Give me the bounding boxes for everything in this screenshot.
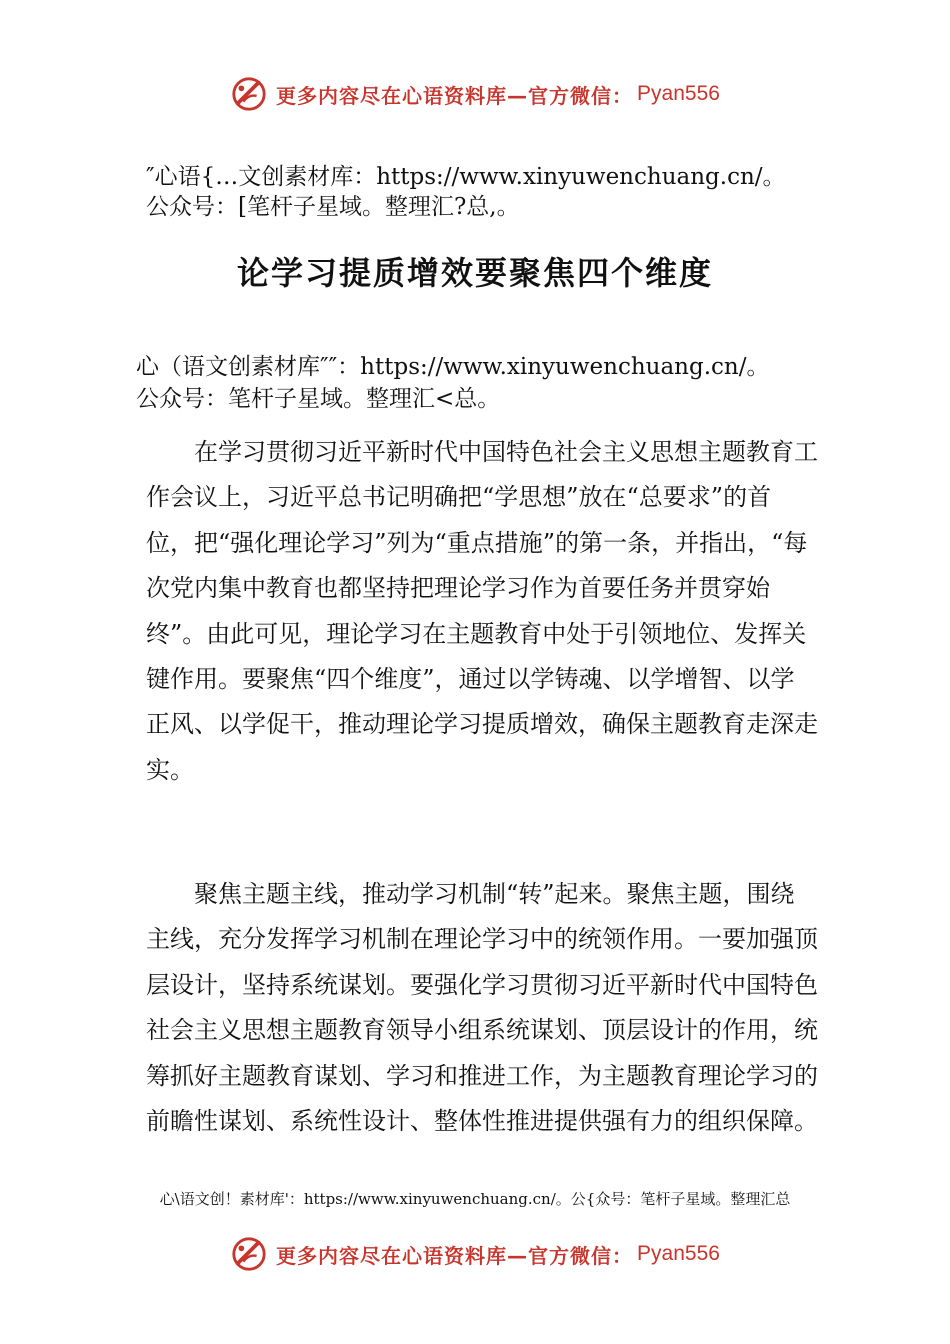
body-paragraph: 在学习贯彻习近平新时代中国特色社会主义思想主题教育工作会议上，习近平总书记明确把“学思想”放在“总要求”的首位，把“强化理论学习”列为“重点措施”的第一条，并指出，“每次党内集中教育也都坚持把理论学习作为首要任务并贯穿始终”。由此可见，理论学习在主题教育中处于引领地位、发挥关键作用。要聚焦“四个维度”，通过以学铸魂、以学增智、以学正风、以学促干，推动理论学习提质增效，确保主题教育走深走实。 [146, 438, 818, 784]
page-title: 论学习提质增效要聚焦四个维度 [236, 254, 713, 292]
banner-wechat-id: Pyan556 [637, 1242, 720, 1265]
footer-banner [0, 1232, 950, 1276]
watermark-line: 公众号：[笔杆子星域。整理汇?总,。 [146, 194, 520, 220]
pen-seal-logo-icon [230, 1235, 268, 1273]
banner-text: 更多内容尽在心语资料库—官方微信： [276, 83, 634, 108]
watermark-line: 心（语文创素材库″″：https://www.xinyuwenchuang.cn/。 [136, 354, 770, 380]
watermark-line: 公众号：笔杆子星域。整理汇<总。 [136, 386, 501, 412]
header-banner [0, 72, 950, 116]
watermark-line: ″心语{…文创素材库：https://www.xinyuwenchuang.cn/。 [146, 164, 786, 190]
banner-text: 更多内容尽在心语资料库—官方微信： [276, 1243, 634, 1268]
pen-seal-logo-icon [230, 75, 268, 113]
footer-watermark: 心\语文创！素材库'：https://www.xinyuwenchuang.cn/。公{众号：笔杆子星域。整理汇总 [159, 1190, 791, 1208]
body-paragraph: 聚焦主题主线，推动学习机制“转”起来。聚焦主题，围绕主线，充分发挥学习机制在理论学习中的统领作用。一要加强顶层设计，坚持系统谋划。要强化学习贯彻习近平新时代中国特色社会主义思想主题教育领导小组系统谋划、顶层设计的作用，统筹抓好主题教育谋划、学习和推进工作，为主题教育理论学习的前瞻性谋划、系统性设计、整体性推进提供强有力的组织保障。 [146, 880, 818, 1136]
banner-wechat-id: Pyan556 [637, 82, 720, 105]
